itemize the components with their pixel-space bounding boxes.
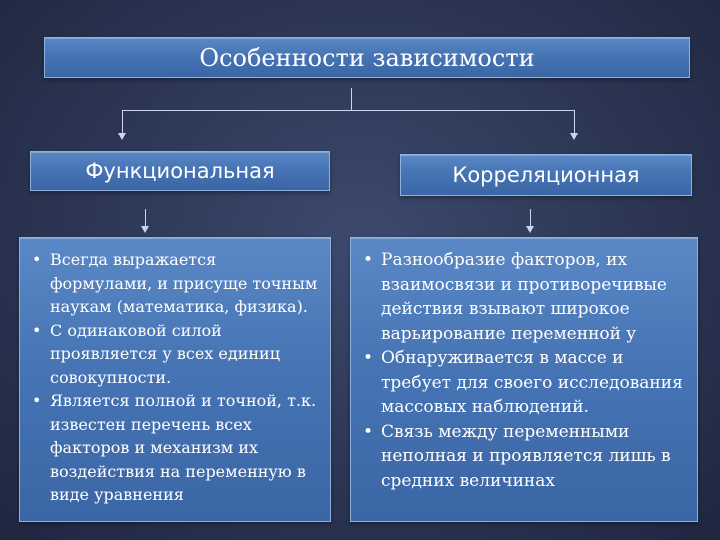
functional-features-box xyxy=(19,237,331,522)
functional-heading: Функциональная xyxy=(85,159,275,183)
connector-stem xyxy=(351,88,352,110)
diagram-title: Особенности зависимости xyxy=(199,43,535,72)
list-item: • Связь между переменными неполная и проявляется лишь в средних величинах xyxy=(359,420,689,494)
list-item: • Обнаруживается в массе и требует для своего исследования массовых наблюдений. xyxy=(359,346,689,420)
list-item: • Разнообразие факторов, их взаимосвязи и противоречивые действия взывают широкое варьирование переменной y xyxy=(359,248,689,346)
correlational-heading: Корреляционная xyxy=(452,163,640,187)
connector-right-drop xyxy=(574,110,575,134)
list-item: • Является полной и точной, т.к. известен перечень всех факторов и механизм их воздействия на переменную в виде уравнения xyxy=(28,389,322,507)
list-item: • Всегда выражается формулами, и присуще точным наукам (математика, физика). xyxy=(28,248,322,319)
correlational-features-list xyxy=(359,248,689,493)
connector-left-drop xyxy=(122,110,123,134)
list-item: • С одинаковой силой проявляется у всех единиц совокупности. xyxy=(28,319,322,390)
connector-right-lower xyxy=(530,209,531,227)
connector-left-lower xyxy=(145,209,146,227)
functional-heading-box xyxy=(30,151,330,191)
functional-features-list xyxy=(28,248,322,507)
diagram-title-box xyxy=(44,37,690,78)
connector-horizontal xyxy=(122,110,575,111)
arrow-down-icon xyxy=(570,133,578,140)
arrow-down-icon xyxy=(141,226,149,233)
arrow-down-icon xyxy=(118,133,126,140)
correlational-features-box xyxy=(350,237,698,522)
arrow-down-icon xyxy=(526,226,534,233)
correlational-heading-box xyxy=(400,154,692,196)
